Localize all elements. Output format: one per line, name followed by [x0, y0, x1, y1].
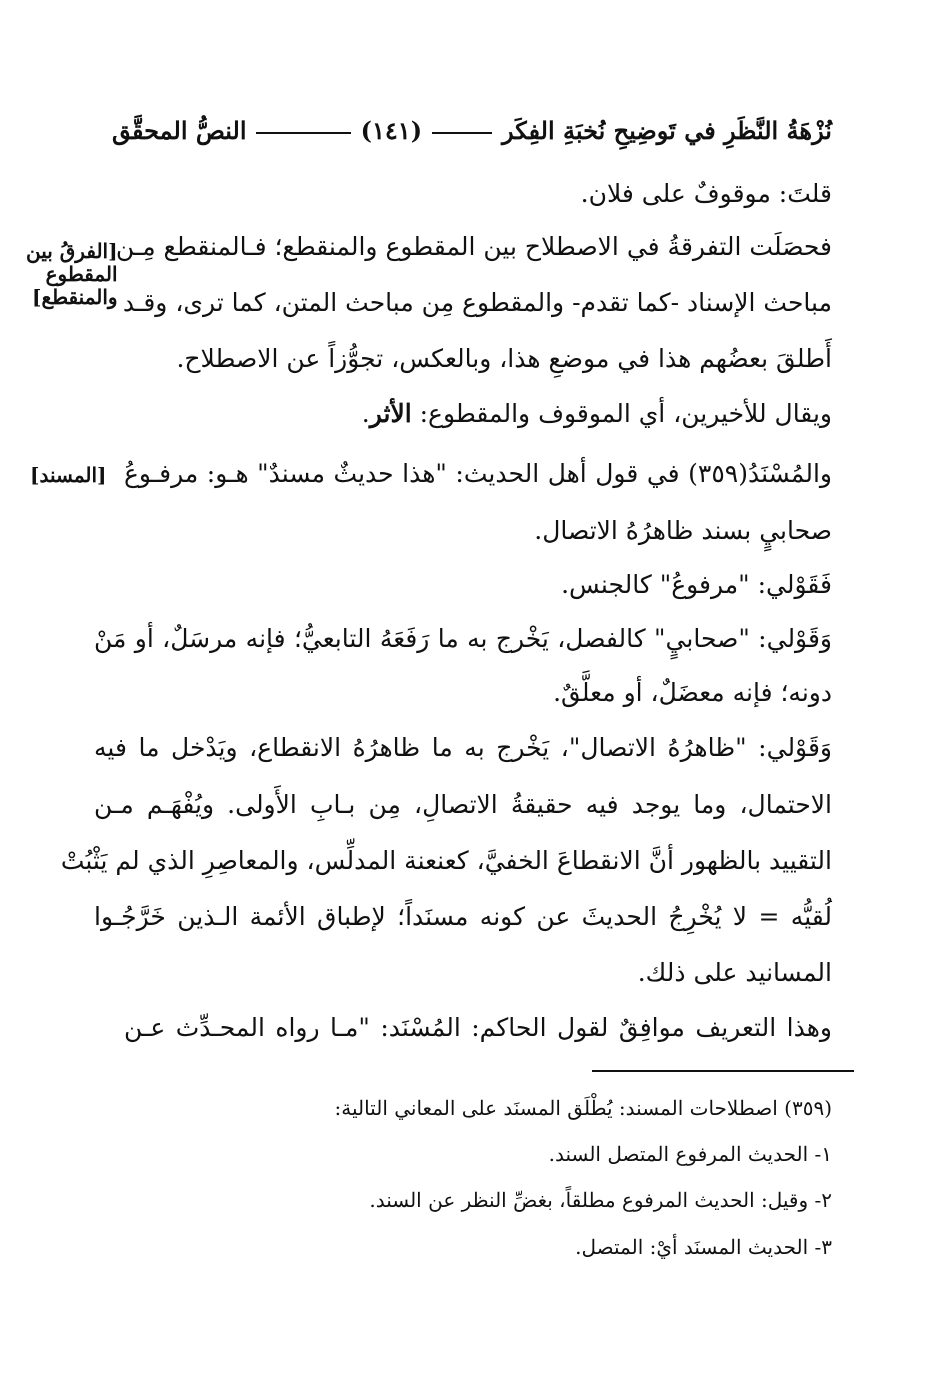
text-line: والمُسْنَدُ(٣٥٩) في قول أهل الحديث: "هذا حديثٌ مسندٌ" هـو: مرفـوعُ: [124, 459, 832, 488]
text-line: لُقيُّه = لا يُخْرِجُ الحديثَ عن كونه مسنَداً؛ لإطباق الأئمة الـذين خَرَّجُـوا: [94, 902, 832, 931]
text-line: وَقَوْلي: "صحابيٍ" كالفصل، يَخْرج به ما رَفَعَهُ التابعيُّ؛ فإنه مرسَلٌ، أو مَنْ: [94, 624, 832, 653]
text-line: المسانيد على ذلك.: [637, 958, 832, 987]
running-header: [112, 110, 832, 150]
text-line: دونه؛ فإنه معضَلٌ، أو معلَّقٌ.: [553, 678, 832, 707]
text-line: فحصَلَت التفرقةُ في الاصطلاح بين المقطوع والمنقطع؛ فـالمنقطع مِـن: [115, 232, 832, 261]
text-line: صحابيٍ بسند ظاهرُهُ الاتصال.: [534, 516, 832, 545]
footnote-line: ٣- الحديث المسنَد أيْ: المتصل.: [575, 1235, 832, 1259]
footnote-line: (٣٥٩) اصطلاحات المسند: يُطْلَق المسنَد على المعاني التالية:: [334, 1096, 832, 1120]
header-rule: [256, 132, 350, 134]
margin-note-musnad: [المسند]: [30, 463, 107, 487]
text-line: مباحث الإسناد -كما تقدم- والمقطوع مِن مباحث المتن، كما ترى، وقـد: [122, 288, 832, 317]
text-line: وهذا التعريف موافِقٌ لقول الحاكم: المُسْنَد: "مـا رواه المحـدِّث عـن: [124, 1013, 833, 1042]
page-number: (١٤١): [360, 115, 423, 145]
footnote-separator: [592, 1070, 854, 1072]
text-line: قلتَ: موقوفٌ على فلان.: [580, 179, 832, 208]
text-line: وَقَوْلي: "ظاهرُهُ الاتصال"، يَخْرج به ما ظاهرُهُ الانقطاع، ويَدْخل ما فيه: [94, 733, 832, 762]
keyword-athar: الأثر: [369, 399, 412, 428]
header-book-title: نُزْهَةُ النَّظَرِ في تَوضِيحِ نُخبَةِ الفِكَر: [502, 115, 832, 145]
text-line: أَطلقَ بعضُهم هذا في موضعِ هذا، وبالعكس، تجوُّزاً عن الاصطلاح.: [176, 344, 832, 373]
text-line: فَقَوْلي: "مرفوعُ" كالجنس.: [561, 570, 832, 599]
footnote-line: ٢- وقيل: الحديث المرفوع مطلقاً، بغضِّ النظر عن السند.: [369, 1188, 832, 1212]
margin-note-difference: [الفرقُ بين المقطوع والمنقطع]: [26, 239, 118, 309]
text-line: التقييد بالظهور أنَّ الانقطاعَ الخفيَّ، كعنعنة المدلِّس، والمعاصِرِ الذي لم يَثْبُتْ: [60, 846, 832, 875]
footnote-line: ١- الحديث المرفوع المتصل السند.: [548, 1142, 832, 1166]
text-line: الاحتمال، وما يوجد فيه حقيقةُ الاتصالِ، مِن بـابِ الأَولى. ويُفْهَـم مـن: [94, 790, 832, 819]
header-rule: [432, 132, 492, 134]
text-line: ويقال للأخيرين، أي الموقوف والمقطوع: الأثر.: [361, 399, 832, 428]
header-section-title: النصُّ المحقَّق: [112, 115, 247, 145]
